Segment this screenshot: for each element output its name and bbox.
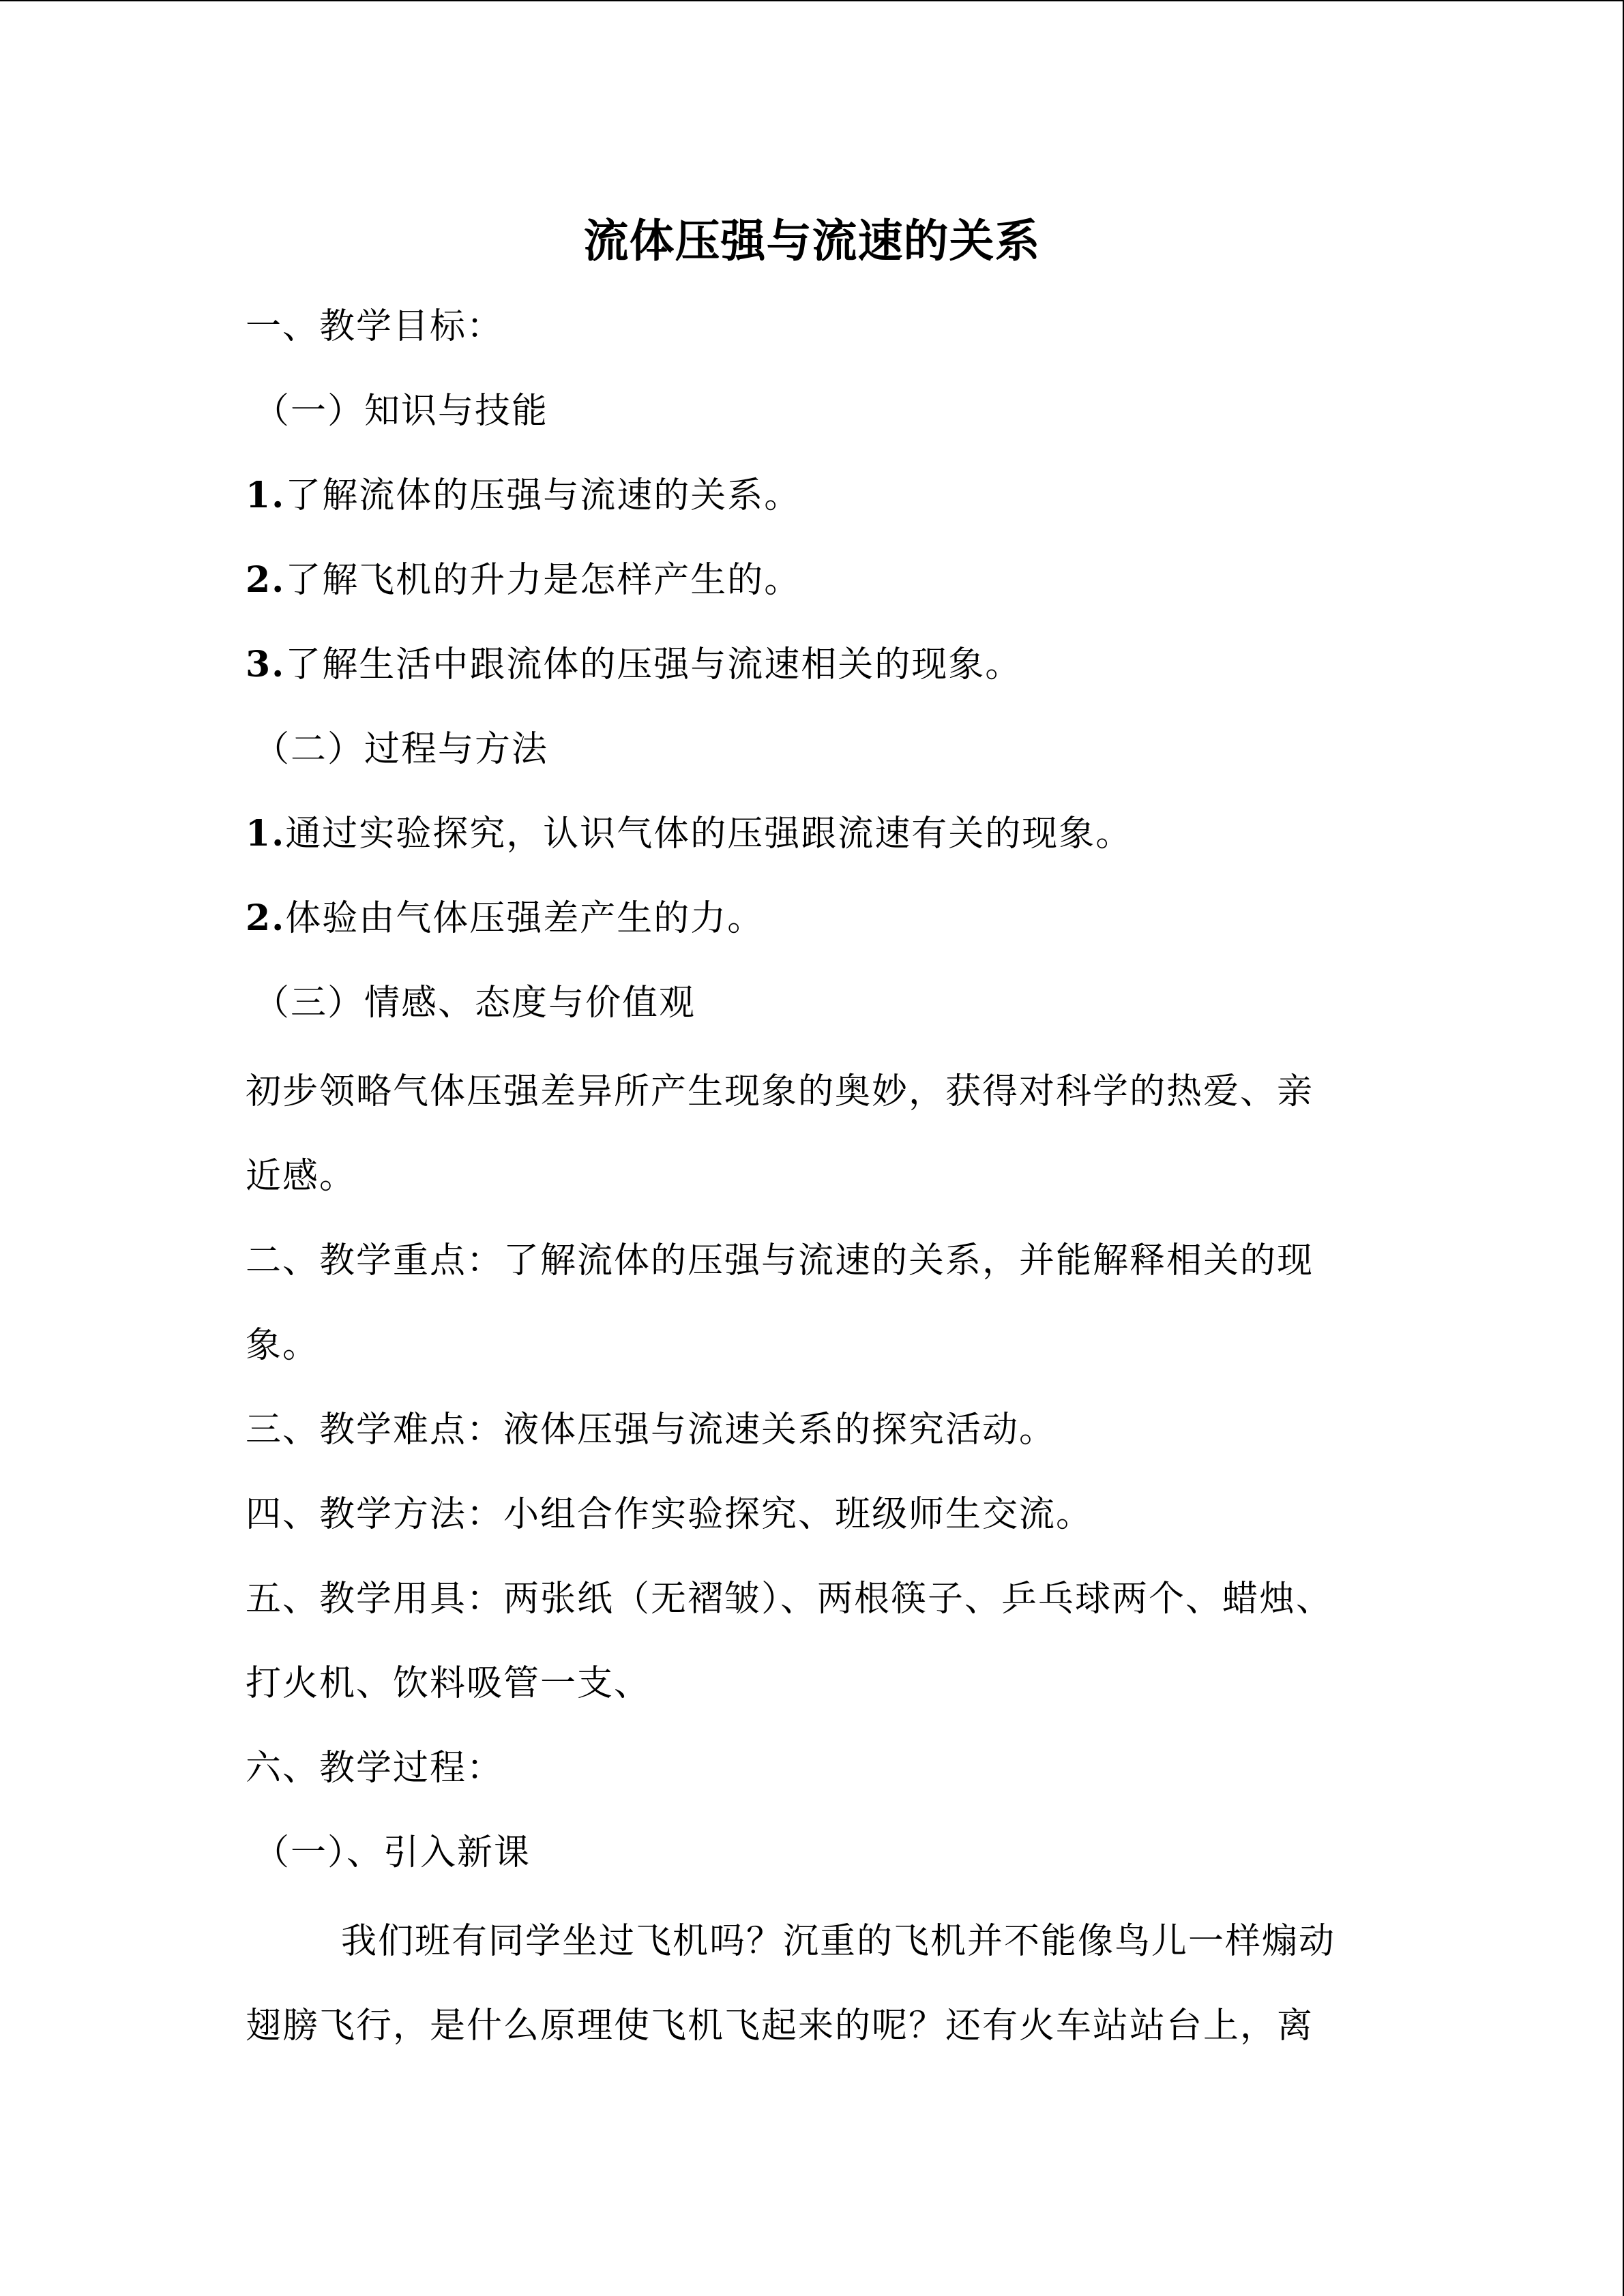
paragraph-line: 四、教学方法：小组合作实验探究、班级师生交流。	[246, 1494, 1093, 1535]
list-number: 2.	[246, 897, 286, 939]
paragraph-line: 打火机、饮料吸管一支、	[246, 1663, 651, 1704]
section-heading: 一、教学目标：	[246, 306, 504, 347]
paragraph-line: 二、教学重点：了解流体的压强与流速的关系，并能解释相关的现	[246, 1240, 1314, 1281]
paragraph-line: 我们班有同学坐过飞机吗？沉重的飞机并不能像鸟儿一样煽动	[341, 1921, 1336, 1962]
subsection-heading: （三）情感、态度与价值观	[254, 983, 696, 1024]
subsection-heading: （一）知识与技能	[254, 391, 549, 432]
paragraph-line: 初步领略气体压强差异所产生现象的奥妙，获得对科学的热爱、亲	[246, 1071, 1314, 1112]
paragraph-line: 翅膀飞行，是什么原理使飞机飞起来的呢？还有火车站站台上，离	[246, 2006, 1314, 2046]
list-item	[246, 556, 801, 604]
list-number: 3.	[246, 644, 286, 685]
list-item-text: 了解生活中跟流体的压强与流速相关的现象。	[285, 644, 1022, 685]
list-item	[246, 895, 764, 942]
list-item-text: 通过实验探究，认识气体的压强跟流速有关的现象。	[285, 814, 1133, 854]
list-item-text: 了解飞机的升力是怎样产生的。	[285, 560, 801, 601]
list-item	[246, 472, 801, 520]
list-number: 2.	[246, 559, 286, 601]
page-title: 流体压强与流速的关系	[583, 214, 1041, 267]
paragraph-line: 三、教学难点：液体压强与流速关系的探究活动。	[246, 1410, 1057, 1450]
list-item	[246, 810, 1132, 858]
paragraph-line: 五、教学用具：两张纸（无褶皱）、两根筷子、乒乓球两个、蜡烛、	[246, 1579, 1333, 1620]
list-item-text: 了解流体的压强与流速的关系。	[285, 475, 801, 516]
list-item	[246, 641, 1022, 689]
section-heading: 六、教学过程：	[246, 1748, 504, 1789]
list-number: 1.	[246, 813, 286, 854]
subsection-heading: （二）过程与方法	[254, 729, 549, 770]
list-number: 1.	[246, 475, 286, 516]
list-item-text: 体验由气体压强差产生的力。	[285, 898, 765, 939]
paragraph-line: 象。	[246, 1325, 320, 1366]
page-border-top	[0, 0, 1624, 1]
paragraph-line: 近感。	[246, 1156, 357, 1197]
subsection-heading: （一）、引入新课	[254, 1832, 531, 1873]
